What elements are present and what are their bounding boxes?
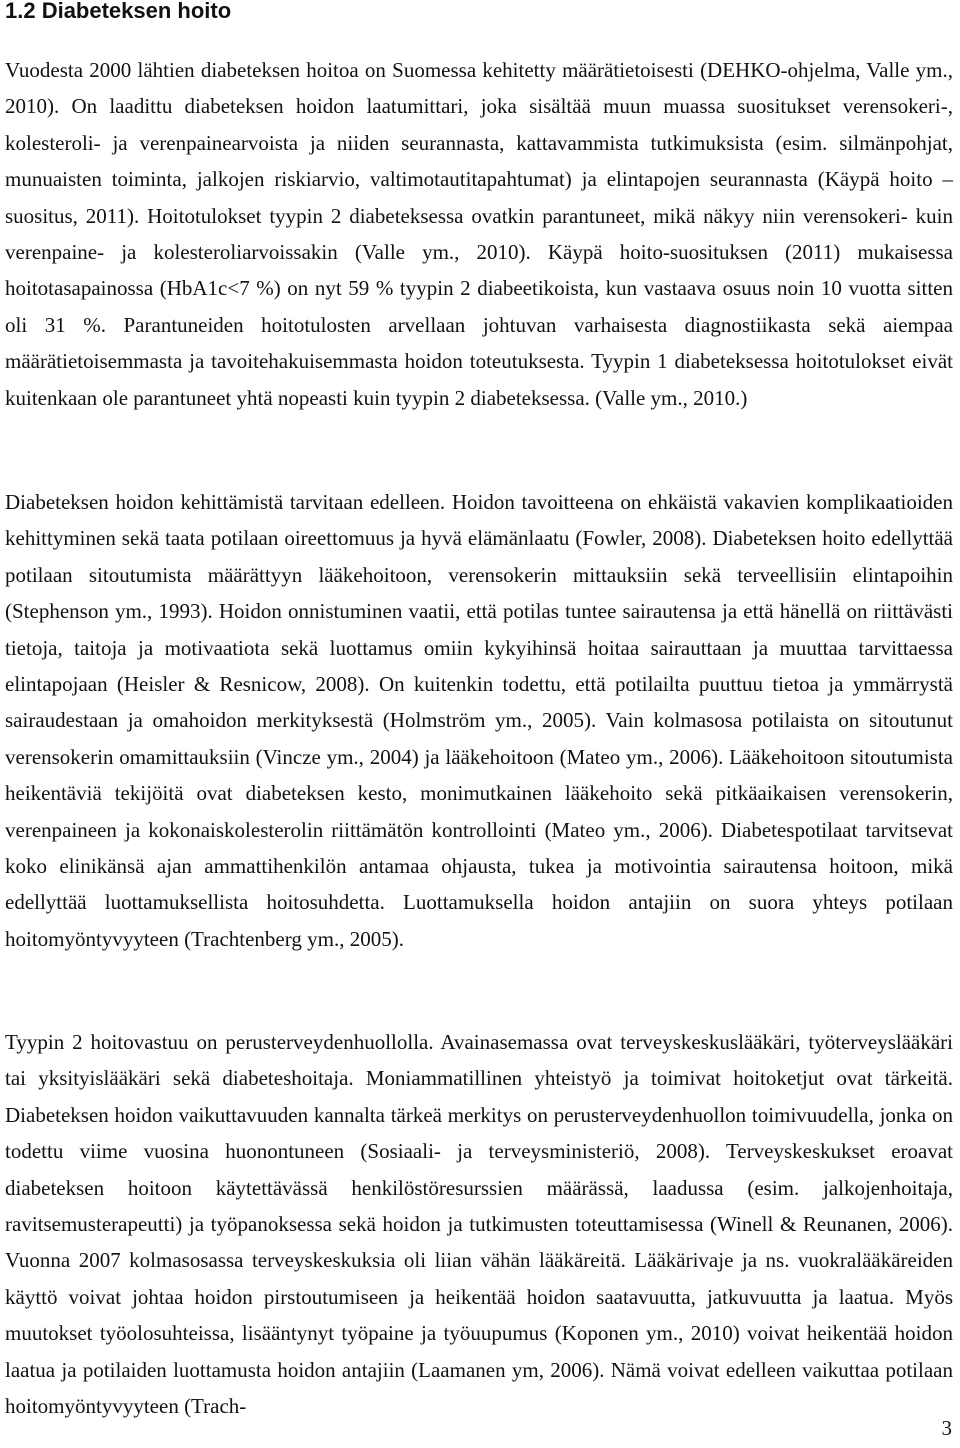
section-heading: 1.2 Diabeteksen hoito bbox=[5, 0, 232, 23]
paragraph-treatment-development: Diabeteksen hoidon kehittämistä tarvitaan edelleen. Hoidon tavoitteena on ehkäistä vakavien komplikaatioiden kehittyminen sekä taata potilaan oireettomuus ja hyvä elämänlaatu (Fowler, 2008). Diabeteksen hoito edellyttää potilaan sitoutumista määrättyyn lääkehoitoon, verensokerin mittauksiin sekä terveellisiin elintapoihin (Stephenson ym., 1993). Hoidon onnistuminen vaatii, että potilas tuntee sairautensa ja että hänellä on riittävästi tietoja, taitoja ja motivaatiota sekä luottamus omiin kykyihinsä hoitaa sairauttaan ja muuttaa tarvittaessa elintapojaan (Heisler & Resnicow, 2008). On kuitenkin todettu, että potilailta puuttuu tietoa ja ymmärrystä sairaudestaan ja omahoidon merkityksestä (Holmström ym., 2005). Vain kolmasosa potilaista on sitoutunut verensokerin omamittauksiin (Vincze ym., 2004) ja lääkehoitoon (Mateo ym., 2006). Lääkehoitoon sitoutumista heikentäviä tekijöitä ovat diabeteksen kesto, monimutkainen lääkehoito sekä pitkäaikaisen verensokerin, verenpaineen ja kokonaiskolesterolin riittämätön kontrollointi (Mateo ym., 2006). Diabetespotilaat tarvitsevat koko elinikänsä ajan ammattihenkilön antamaa ohjausta, tukea ja motivointia sairautensa hoitoon, mikä edellyttää luottamuksellista hoitosuhdetta. Luottamuksella hoidon antajiin on suora yhteys potilaan hoitomyöntyvyyteen (Trachtenberg ym., 2005). bbox=[5, 490, 953, 951]
paragraph-primary-care-responsibility: Tyypin 2 hoitovastuu on perusterveydenhuollolla. Avainasemassa ovat terveyskeskuslääkäri, työterveyslääkäri tai yksityislääkäri sekä diabeteshoitaja. Moniammatillinen yhteistyö ja toimivat hoitoketjut ovat tärkeitä. Diabeteksen hoidon vaikuttavuuden kannalta tärkeä merkitys on perusterveydenhuollon toimivuudella, jonka on todettu viime vuosina huonontuneen (Sosiaali- ja terveysministeriö, 2008). Terveyskeskukset eroavat diabeteksen hoitoon käytettävässä henkilöstöresurssien määrässä, laadussa (esim. jalkojenhoitaja, ravitsemusterapeutti) ja työpanoksessa sekä hoidon ja tutkimusten toteuttamisessa (Winell & Reunanen, 2006). Vuonna 2007 kolmasosassa terveyskeskuksia oli liian vähän lääkäreitä. Lääkärivaje ja ns. vuokralääkäreiden käyttö voivat johtaa hoidon pirstoutumiseen ja heikentää hoidon saatavuutta, jatkuvuutta ja laatua. Myös muutokset työolosuhteissa, lisääntynyt työpaine ja työuupumus (Koponen ym., 2010) voivat heikentää hoidon laatua ja potilaiden luottamusta hoidon antajiin (Laamanen ym, 2006). Nämä voivat edelleen vaikuttaa potilaan hoitomyöntyvyyteen (Trach- bbox=[5, 1030, 953, 1419]
paragraph-dehko-progress: Vuodesta 2000 lähtien diabeteksen hoitoa on Suomessa kehitetty määrätietoisesti (DEHKO-ohjelma, Valle ym., 2010). On laadittu diabeteksen hoidon laatumittari, joka sisältää muun muassa suositukset verensokeri-, kolesteroli- ja verenpainearvoista ja niiden seurannasta, kattavammista tutkimuksista (esim. silmänpohjat, munuaisten toiminta, jalkojen riskiarvio, valtimotautitapahtumat) ja elintapojen seurannasta (Käypä hoito –suositus, 2011). Hoitotulokset tyypin 2 diabeteksessa ovatkin parantuneet, mikä näkyy niin verensokeri- kuin verenpaine- ja kolesteroliarvoissakin (Valle ym., 2010). Käypä hoito-suosituksen (2011) mukaisessa hoitotasapainossa (HbA1c<7 %) on nyt 59 % tyypin 2 diabeetikoista, kun vastaava osuus noin 10 vuotta sitten oli 31 %. Parantuneiden hoitotulosten arvellaan johtuvan varhaisesta diagnostiikasta sekä aiempaa määrätietoisemmasta ja tavoitehakuisemmasta hoidon toteutuksesta. Tyypin 1 diabeteksessa hoitotulokset eivät kuitenkaan ole parantuneet yhtä nopeasti kuin tyypin 2 diabeteksessa. (Valle ym., 2010.) bbox=[5, 58, 953, 410]
page-number: 3 bbox=[941, 1416, 952, 1440]
